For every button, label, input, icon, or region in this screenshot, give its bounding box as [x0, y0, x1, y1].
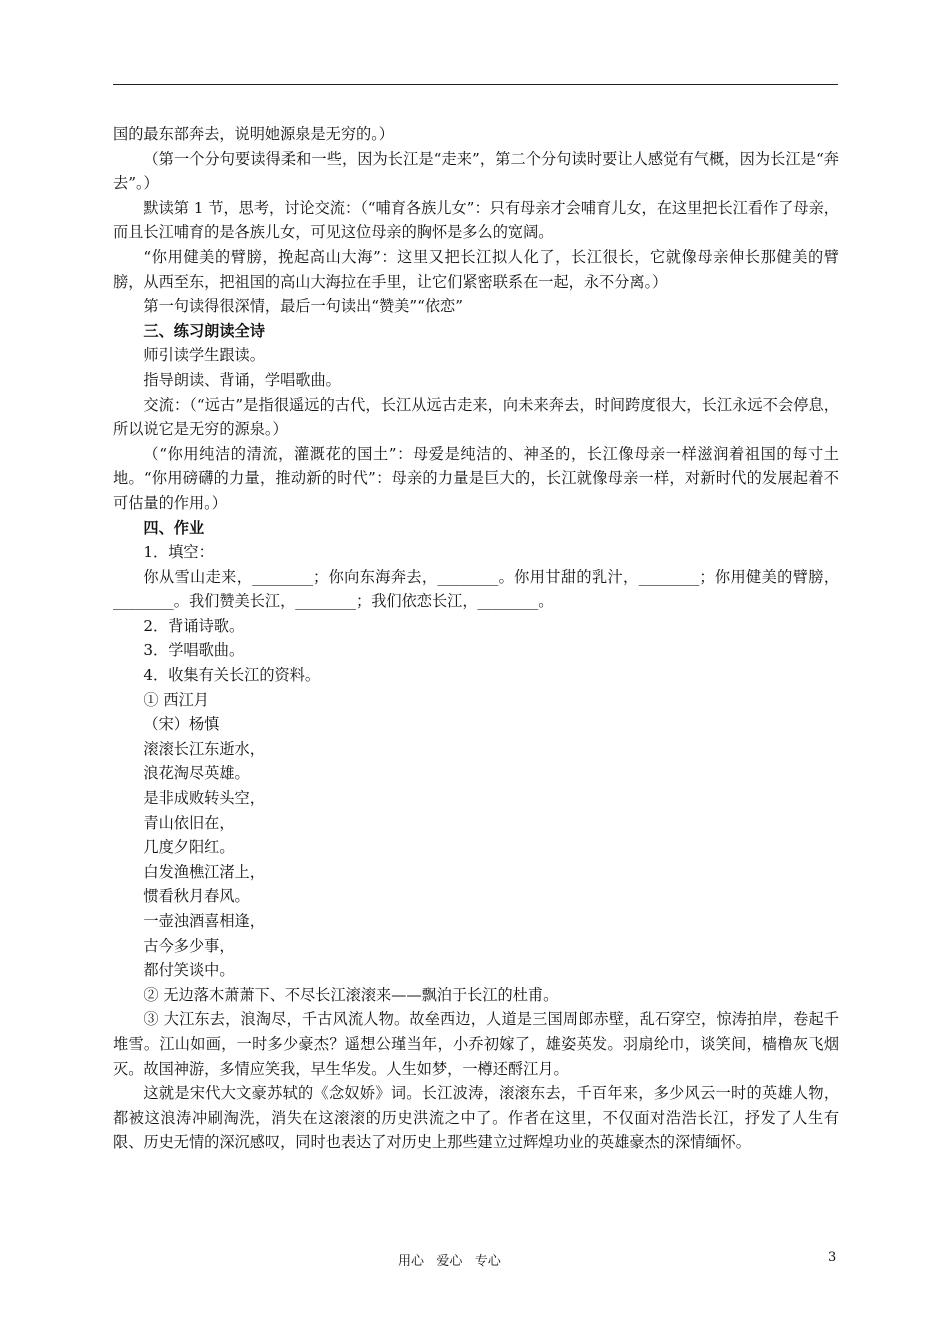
paragraph: ① 西江月 [143, 690, 209, 709]
paragraph: 1．填空： [143, 543, 214, 562]
paragraph: 是非成败转头空， [143, 789, 265, 808]
paragraph: （“你用纯洁的清流，灌溉花的国土”：母爱是纯洁的、神圣的，长江像母亲一样滋润着祖国的每寸土地。“你用磅礴的力量，推动新的时代”：母亲的力量是巨大的，长江就像母亲一样，对新时代的发展起着不可估量的作用。） [113, 444, 839, 512]
footer-motto: 用心 爱心 专心 [398, 1254, 501, 1269]
paragraph: （第一个分句要读得柔和一些，因为长江是“走来”，第二个分句读时要让人感觉有气概，因为长江是“奔去”。） [113, 149, 839, 193]
paragraph: 你从雪山走来，________；你向东海奔去，________。你用甘甜的乳汁，________；你用健美的臂膀，________。我们赞美长江，________；我们依恋长江，________。 [113, 567, 839, 611]
paragraph: 2．背诵诗歌。 [143, 616, 245, 635]
section-heading: 三、练习朗读全诗 [143, 321, 265, 340]
paragraph: 指导朗读、背诵，学唱歌曲。 [143, 370, 341, 389]
paragraph: 师引读学生跟读。 [143, 346, 265, 365]
paragraph: 默读第 1 节，思考，讨论交流：（“哺育各族儿女”：只有母亲才会哺育儿女，在这里把长江看作了母亲，而且长江哺育的是各族儿女，可见这位母亲的胸怀是多么的宽阔。 [113, 198, 839, 242]
paragraph: ③ 大江东去，浪淘尽，千古风流人物。故垒西边，人道是三国周郎赤壁，乱石穿空，惊涛拍岸，卷起千堆雪。江山如画，一时多少豪杰？遥想公瑾当年，小乔初嫁了，雄姿英发。羽扇纶巾，谈笑间，樯橹灰飞烟灭。故国神游，多情应笑我，早生华发。人生如梦，一樽还酹江月。 [113, 1010, 839, 1078]
paragraph: 都付笑谈中。 [143, 961, 235, 980]
paragraph: 3．学唱歌曲。 [143, 641, 245, 660]
header-rule [113, 84, 838, 85]
paragraph: “你用健美的臂膀，挽起高山大海”：这里又把长江拟人化了，长江很长，它就像母亲伸长那健美的臂膀，从西至东，把祖国的高山大海拉在手里，让它们紧密联系在一起，永不分离。） [113, 247, 839, 291]
paragraph: （宋）杨慎 [143, 715, 220, 734]
paragraph: 交流：（“远古”是指很遥远的古代，长江从远古走来，向未来奔去，时间跨度很大，长江永远不会停息，所以说它是无穷的源泉。） [113, 395, 839, 439]
paragraph: 一壶浊酒喜相逢， [143, 912, 265, 930]
paragraph: 第一句读得很深情，最后一句读出“赞美”“依恋” [143, 297, 464, 316]
paragraph: 浪花淘尽英雄。 [143, 764, 250, 783]
paragraph: 青山依旧在， [143, 813, 235, 832]
section-heading: 四、作业 [143, 518, 205, 537]
document-body [113, 122, 839, 1155]
paragraph: 滚滚长江东逝水， [143, 739, 265, 758]
paragraph: 惯看秋月春风。 [143, 887, 250, 906]
paragraph: 古今多少事， [143, 936, 235, 955]
paragraph: 这就是宋代大文豪苏轼的《念奴娇》词。长江波涛，滚滚东去，千百年来，多少风云一时的英雄人物，都被这浪涛冲刷淘洗，消失在这滚滚的历史洪流之中了。作者在这里，不仅面对浩浩长江，抒发了人生有限、历史无情的深沉感叹，同时也表达了对历史上那些建立过辉煌功业的英雄豪杰的深情缅怀。 [113, 1084, 839, 1152]
paragraph: 4．收集有关长江的资料。 [143, 666, 321, 685]
page-number: 3 [828, 1250, 837, 1265]
paragraph: 几度夕阳红。 [143, 838, 235, 857]
paragraph: 国的最东部奔去，说明她源泉是无穷的。） [113, 125, 394, 143]
paragraph: ② 无边落木萧萧下、不尽长江滚滚来——飘泊于长江的杜甫。 [143, 985, 559, 1004]
paragraph: 白发渔樵江渚上， [143, 862, 265, 881]
